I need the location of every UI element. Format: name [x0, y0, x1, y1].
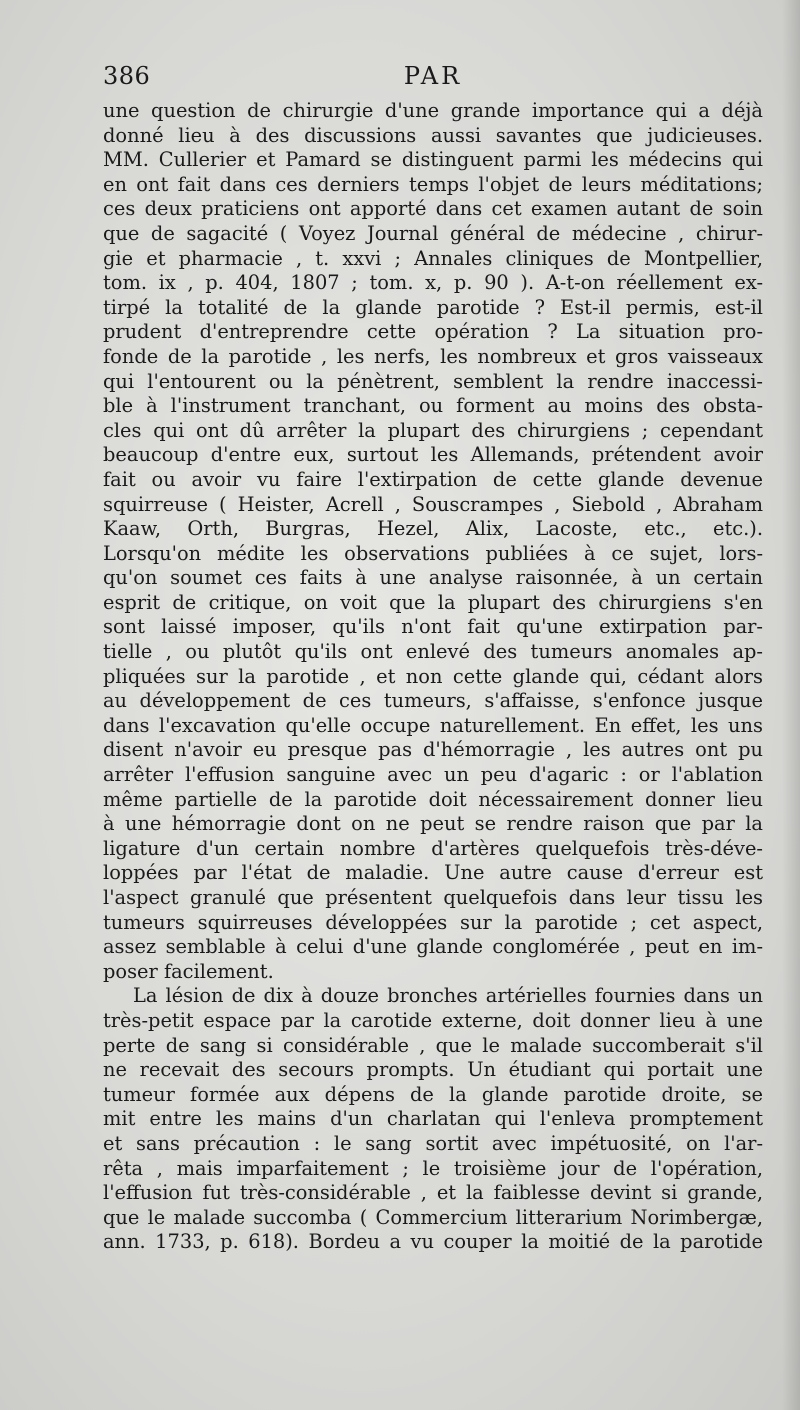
text-line: tumeurs squirreuses développées sur la parotide ; cet aspect, — [103, 910, 763, 934]
text-line: ligature d'un certain nombre d'artères quelquefois très-déve- — [103, 836, 763, 860]
text-line: que de sagacité ( Voyez Journal général de médecine , chirur- — [103, 221, 763, 245]
text-line: cles qui ont dû arrêter la plupart des chirurgiens ; cependant — [103, 418, 763, 442]
text-line: perte de sang si considérable , que le malade succomberait s'il — [103, 1033, 763, 1057]
text-line: Kaaw, Orth, Burgras, Hezel, Alix, Lacoste, etc., etc.). — [103, 517, 763, 541]
page-number: 386 — [103, 62, 151, 90]
text-line: MM. Cullerier et Pamard se distinguent parmi les médecins qui — [103, 148, 763, 172]
text-line: tom. ix , p. 404, 1807 ; tom. x, p. 90 ). A-t-on réellement ex- — [103, 271, 763, 295]
text-line: tielle , ou plutôt qu'ils ont enlevé des tumeurs anomales ap- — [103, 640, 763, 664]
text-line: disent n'avoir eu presque pas d'hémorragie , les autres ont pu — [103, 738, 763, 762]
body-text — [103, 99, 763, 1255]
text-line: La lésion de dix à douze bronches artérielles fournies dans un — [133, 984, 763, 1008]
text-line: et sans précaution : le sang sortit avec impétuosité, on l'ar- — [103, 1131, 763, 1155]
text-line: sont laissé imposer, qu'ils n'ont fait qu'une extirpation par- — [103, 615, 763, 639]
text-line: arrêter l'effusion sanguine avec un peu d'agaric : or l'ablation — [103, 763, 763, 787]
text-line: pliquées sur la parotide , et non cette glande qui, cédant alors — [103, 664, 763, 688]
text-line: ble à l'instrument tranchant, ou forment au moins des obsta- — [103, 394, 763, 418]
text-line: à une hémorragie dont on ne peut se rendre raison que par la — [103, 812, 763, 836]
text-line: assez semblable à celui d'une glande conglomérée , peut en im- — [103, 935, 763, 959]
running-head: PAR — [403, 62, 463, 90]
text-line: qui l'entourent ou la pénètrent, semblent la rendre inaccessi- — [103, 369, 763, 393]
text-line: au développement de ces tumeurs, s'affaisse, s'enfonce jusque — [103, 689, 763, 713]
text-line: l'effusion fut très-considérable , et la faiblesse devint si grande, — [103, 1181, 763, 1205]
text-line: Lorsqu'on médite les observations publiées à ce sujet, lors- — [103, 541, 763, 565]
text-line: ann. 1733, p. 618). Bordeu a vu couper la moitié de la parotide — [103, 1230, 763, 1254]
text-line: que le malade succomba ( Commercium litterarium Norimbergæ, — [103, 1205, 763, 1229]
text-line: très-petit espace par la carotide externe, doit donner lieu à une — [103, 1008, 763, 1032]
page-header — [103, 62, 763, 96]
text-line: une question de chirurgie d'une grande importance qui a déjà — [103, 99, 763, 122]
text-line: mit entre les mains d'un charlatan qui l'enleva promptement — [103, 1107, 763, 1131]
text-line: tumeur formée aux dépens de la glande parotide droite, se — [103, 1082, 763, 1106]
text-line: prudent d'entreprendre cette opération ? La situation pro- — [103, 320, 763, 344]
text-line: squirreuse ( Heister, Acrell , Souscrampes , Siebold , Abraham — [103, 492, 763, 516]
text-line: gie et pharmacie , t. xxvi ; Annales cliniques de Montpellier, — [103, 246, 763, 270]
text-line: beaucoup d'entre eux, surtout les Allemands, prétendent avoir — [103, 443, 763, 467]
text-line: esprit de critique, on voit que la plupart des chirurgiens s'en — [103, 590, 763, 614]
text-line: même partielle de la parotide doit nécessairement donner lieu — [103, 787, 763, 811]
text-line: rêta , mais imparfaitement ; le troisième jour de l'opération, — [103, 1156, 763, 1180]
page-edge-shadow — [782, 0, 800, 1410]
text-line: ces deux praticiens ont apporté dans cet examen autant de soin — [103, 197, 763, 221]
text-line: donné lieu à des discussions aussi savantes que judicieuses. — [103, 123, 763, 147]
text-line: fait ou avoir vu faire l'extirpation de cette glande devenue — [103, 467, 763, 491]
text-line: l'aspect granulé que présentent quelquefois dans leur tissu les — [103, 886, 763, 909]
text-line: en ont fait dans ces derniers temps l'objet de leurs méditations; — [103, 172, 763, 196]
text-line: tirpé la totalité de la glande parotide ? Est-il permis, est-il — [103, 295, 763, 319]
text-line: loppées par l'état de maladie. Une autre cause d'erreur est — [103, 861, 763, 885]
text-line: qu'on soumet ces faits à une analyse raisonnée, à un certain — [103, 566, 763, 590]
text-line: dans l'excavation qu'elle occupe naturellement. En effet, les uns — [103, 713, 763, 737]
text-line: fonde de la parotide , les nerfs, les nombreux et gros vaisseaux — [103, 344, 763, 368]
text-line: ne recevait des secours prompts. Un étudiant qui portait une — [103, 1058, 763, 1082]
text-line: poser facilement. — [103, 959, 274, 983]
